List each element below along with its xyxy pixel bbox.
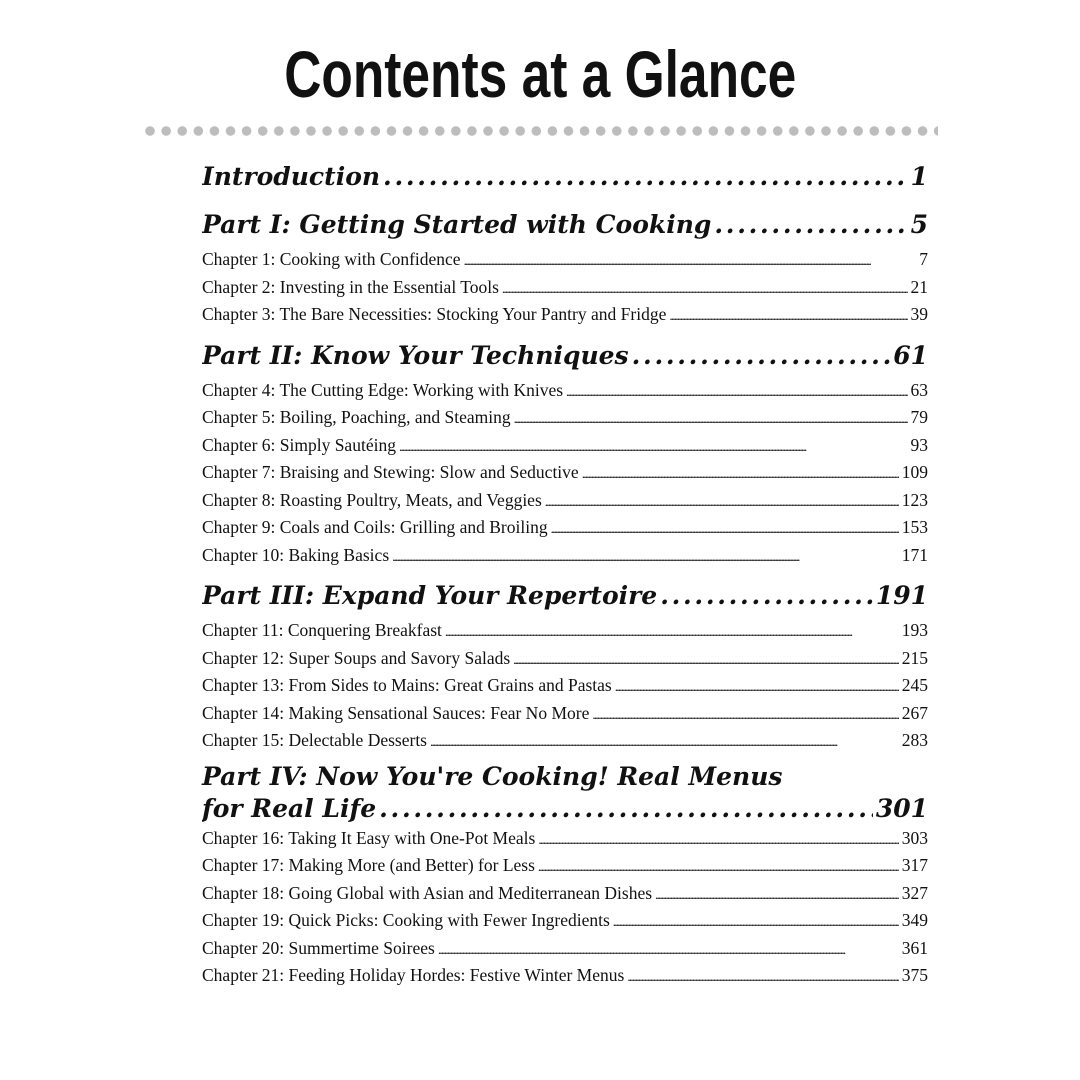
toc-chapter-entry[interactable] — [202, 301, 928, 329]
entry-title: Chapter 8: Roasting Poultry, Meats, and Veggies — [202, 489, 542, 510]
entry-title: Part III: Expand Your Repertoire — [202, 581, 658, 610]
toc-chapter-entry[interactable] — [202, 274, 928, 302]
dot-leader — [660, 575, 873, 617]
entry-page-number: 317 — [901, 855, 928, 875]
entry-page-number: 303 — [901, 827, 928, 848]
dot-leader — [627, 962, 898, 990]
toc-chapter-entry[interactable] — [202, 700, 928, 728]
dot-leader — [545, 487, 899, 515]
dot-leader — [392, 542, 899, 570]
dot-leader — [502, 274, 908, 302]
toc-chapter-entry[interactable] — [202, 246, 928, 274]
entry-title: Chapter 1: Cooking with Confidence — [202, 249, 461, 269]
dot-leader — [613, 907, 899, 935]
entry-page-number: 109 — [901, 462, 928, 482]
page-title — [0, 36, 1080, 112]
entry-title: Chapter 15: Delectable Desserts — [202, 730, 427, 750]
toc-chapter-entry[interactable] — [202, 852, 928, 880]
dot-leader — [655, 880, 899, 908]
entry-page-number: 171 — [901, 544, 928, 565]
entry-page-number: 215 — [901, 647, 928, 668]
table-of-contents — [202, 156, 928, 990]
toc-chapter-entry[interactable] — [202, 617, 928, 645]
entry-page-number: 301 — [875, 793, 928, 823]
entry-title: Chapter 10: Baking Basics — [202, 544, 390, 565]
entry-title: Chapter 11: Conquering Breakfast — [202, 620, 442, 640]
entry-page-number: 267 — [901, 702, 928, 723]
entry-page-number: 327 — [901, 882, 928, 903]
entry-title: Chapter 18: Going Global with Asian and Mediterranean Dishes — [202, 882, 653, 903]
dot-leader — [399, 432, 908, 460]
toc-chapter-entry[interactable] — [202, 487, 928, 515]
entry-title: Part I: Getting Started with Cooking — [202, 210, 712, 239]
entry-page-number: 245 — [901, 675, 928, 695]
toc-chapter-entry[interactable] — [202, 727, 928, 755]
entry-page-number: 21 — [910, 276, 928, 297]
entry-title: Chapter 20: Summertime Soirees — [202, 937, 435, 958]
dot-leader — [615, 672, 899, 700]
dot-leader — [513, 645, 899, 673]
entry-title: Chapter 4: The Cutting Edge: Working with Knives — [202, 379, 564, 400]
toc-part-heading-line: Part IV: Now You're Cooking! Real Menus — [202, 761, 783, 791]
dot-leader — [538, 825, 898, 853]
dot-leader — [445, 617, 899, 645]
entry-title: Chapter 16: Taking It Easy with One-Pot Meals — [202, 827, 536, 848]
entry-title: Introduction — [202, 162, 381, 191]
entry-title: Chapter 13: From Sides to Mains: Great Grains and Pastas — [202, 675, 612, 695]
entry-title: Chapter 9: Coals and Coils: Grilling and Broiling — [202, 517, 548, 537]
dotted-divider — [142, 124, 938, 138]
entry-page-number: 79 — [910, 407, 928, 427]
toc-chapter-entry[interactable] — [202, 907, 928, 935]
entry-page-number: 7 — [919, 249, 928, 269]
dot-leader — [430, 727, 899, 755]
dot-leader — [551, 514, 899, 542]
entry-page-number: 193 — [901, 620, 928, 640]
entry-title: Chapter 21: Feeding Holiday Hordes: Festive Winter Menus — [202, 965, 625, 985]
entry-title: Part II: Know Your Techniques — [202, 340, 629, 370]
dot-leader — [714, 204, 907, 246]
toc-chapter-entry[interactable] — [202, 645, 928, 673]
dot-leader — [632, 335, 891, 377]
dot-leader — [514, 404, 908, 432]
toc-chapter-entry[interactable] — [202, 432, 928, 460]
toc-chapter-entry[interactable] — [202, 672, 928, 700]
entry-page-number: 283 — [901, 730, 928, 750]
toc-chapter-entry[interactable] — [202, 542, 928, 570]
entry-page-number: 63 — [910, 379, 928, 400]
entry-title: Chapter 7: Braising and Stewing: Slow and Seductive — [202, 462, 579, 482]
entry-page-number: 153 — [901, 517, 928, 537]
toc-chapter-entry[interactable] — [202, 880, 928, 908]
entry-page-number: 349 — [901, 910, 928, 930]
entry-title: Chapter 5: Boiling, Poaching, and Steaming — [202, 407, 511, 427]
entry-page-number: 5 — [910, 210, 928, 239]
entry-title: Chapter 3: The Bare Necessities: Stocking Your Pantry and Fridge — [202, 304, 667, 324]
entry-page-number: 123 — [901, 489, 928, 510]
entry-page-number: 39 — [910, 304, 928, 324]
toc-part-entry[interactable] — [202, 575, 928, 617]
toc-part-entry[interactable] — [202, 793, 928, 825]
entry-page-number: 93 — [910, 434, 928, 455]
entry-title: Chapter 6: Simply Sautéing — [202, 434, 396, 455]
dot-leader — [582, 459, 899, 487]
dot-leader — [383, 156, 908, 198]
dot-leader — [669, 301, 907, 329]
entry-page-number: 61 — [893, 340, 928, 370]
toc-chapter-entry[interactable] — [202, 825, 928, 853]
toc-part-entry[interactable] — [202, 335, 928, 377]
toc-chapter-entry[interactable] — [202, 404, 928, 432]
entry-title: Chapter 14: Making Sensational Sauces: Fear No More — [202, 702, 590, 723]
entry-title: Chapter 12: Super Soups and Savory Salads — [202, 647, 511, 668]
entry-page-number: 1 — [910, 162, 928, 191]
dot-leader — [379, 793, 873, 825]
entry-page-number: 191 — [875, 581, 928, 610]
toc-chapter-entry[interactable] — [202, 935, 928, 963]
toc-part-entry[interactable] — [202, 156, 928, 198]
entry-title: Chapter 17: Making More (and Better) for Less — [202, 855, 535, 875]
toc-chapter-entry[interactable] — [202, 377, 928, 405]
entry-title: Chapter 2: Investing in the Essential Tools — [202, 276, 499, 297]
toc-chapter-entry[interactable] — [202, 459, 928, 487]
dot-leader — [438, 935, 899, 963]
dot-leader — [464, 246, 917, 274]
entry-title: for Real Life — [202, 793, 377, 823]
entry-title: Chapter 19: Quick Picks: Cooking with Fewer Ingredients — [202, 910, 610, 930]
toc-part-entry[interactable] — [202, 204, 928, 246]
entry-page-number: 361 — [901, 937, 928, 958]
toc-chapter-entry[interactable] — [202, 962, 928, 990]
page-title-text: Contents at a Glance — [283, 37, 797, 111]
dot-leader — [566, 377, 907, 405]
dot-leader — [592, 700, 898, 728]
dot-leader — [538, 852, 899, 880]
entry-page-number: 375 — [901, 965, 928, 985]
toc-chapter-entry[interactable] — [202, 514, 928, 542]
